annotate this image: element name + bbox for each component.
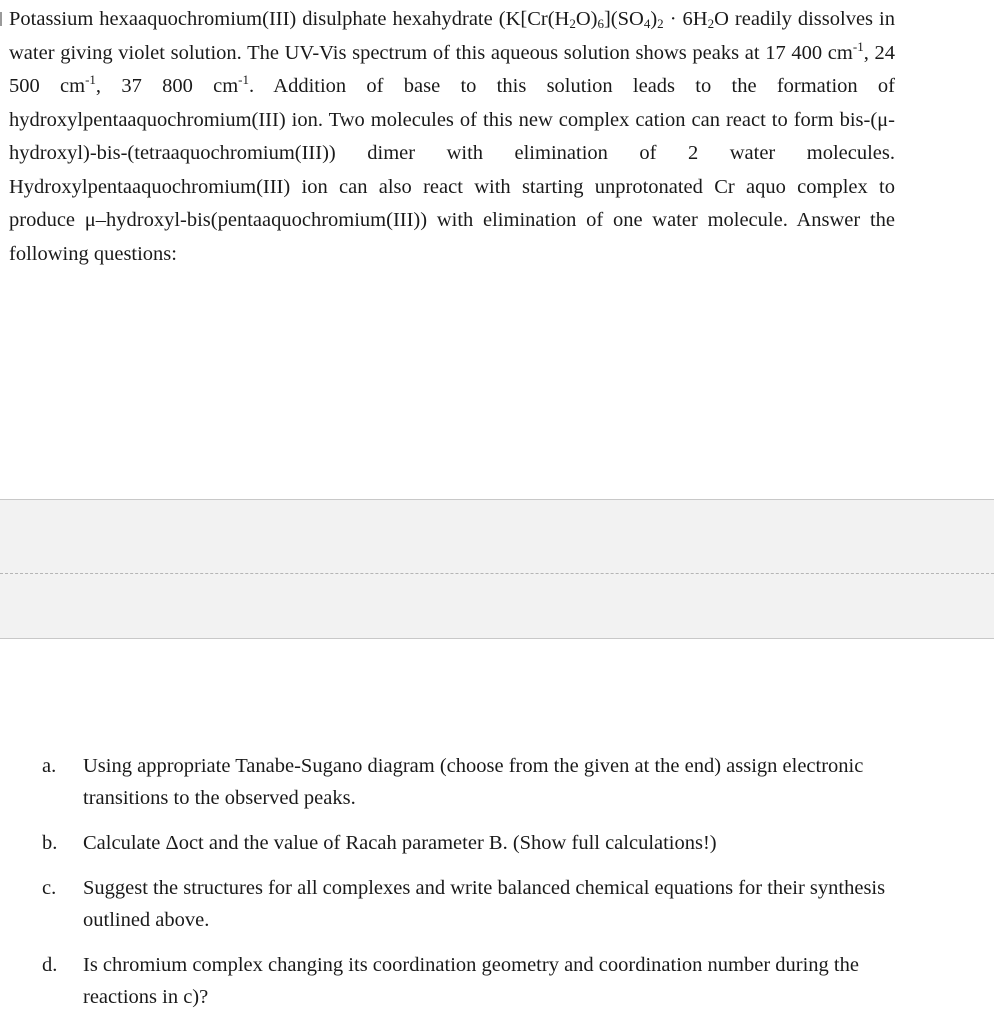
answer-area[interactable]: [0, 499, 994, 639]
intro-text-3: ](SO: [603, 8, 644, 30]
question-text: Calculate Δoct and the value of Racah parameter B. (Show full calculations!): [83, 832, 717, 854]
intro-text-2: O): [575, 8, 598, 30]
question-letter: a.: [42, 755, 57, 777]
intro-superscript-3: -1: [238, 72, 249, 87]
question-list: [42, 750, 896, 1024]
intro-text-7: , 24 500 cm: [9, 41, 895, 97]
question-letter: d.: [42, 954, 58, 976]
question-letter: c.: [42, 877, 57, 899]
question-text: Suggest the structures for all complexes and write balanced chemical equations for their synthesis outlined above.: [83, 877, 886, 931]
intro-text-5: · 6H: [663, 8, 708, 30]
intro-text-9: . Addition of base to this solution leads to the formation of hydroxylpentaaquochromium(III) ion. Two molecules of this new complex cation can react to form bis-(μ-hydroxyl)-bis-(tetraaquochromium(III)) dimer with elimination of 2 water molecules. Hydroxylpentaaquochromium(III) ion can also react with starting unprotonated Cr aquo complex to produce μ–hydroxyl-bis(pentaaquochromium(III)) with elimination of one water molecule. Answer the following questions:: [9, 75, 896, 265]
question-text: Using appropriate Tanabe-Sugano diagram (choose from the given at the end) assign electronic transitions to the observed peaks.: [83, 755, 864, 809]
question-letter: b.: [42, 832, 58, 854]
intro-subscript-4: 2: [657, 16, 664, 31]
intro-superscript-2: -1: [85, 72, 96, 87]
question-item-a: [42, 750, 896, 814]
intro-superscript-1: -1: [852, 38, 864, 54]
intro-subscript-1: 2: [569, 16, 576, 31]
intro-text-6: O readily dissolves in water giving violet solution. The UV-Vis spectrum of this aqueous solution shows peaks at 17 400 cm: [9, 8, 895, 64]
intro-subscript-2: 6: [597, 16, 604, 31]
question-item-b: [42, 827, 896, 859]
selection-marker: [0, 12, 2, 26]
answer-area-divider: [0, 573, 994, 574]
question-item-c: [42, 872, 896, 936]
intro-subscript-3: 4: [643, 16, 651, 31]
intro-text-8: , 37 800 cm: [95, 75, 239, 97]
intro-subscript-5: 2: [707, 16, 715, 31]
question-item-d: [42, 949, 896, 1013]
intro-text-4: ): [650, 8, 658, 30]
problem-paragraph: [9, 3, 895, 271]
intro-text-1: Potassium hexaaquochromium(III) disulphate hexahydrate (K[Cr(H: [9, 8, 570, 30]
problem-statement: [9, 3, 895, 271]
question-text: Is chromium complex changing its coordination geometry and coordination number during the reactions in c)?: [83, 954, 859, 1008]
